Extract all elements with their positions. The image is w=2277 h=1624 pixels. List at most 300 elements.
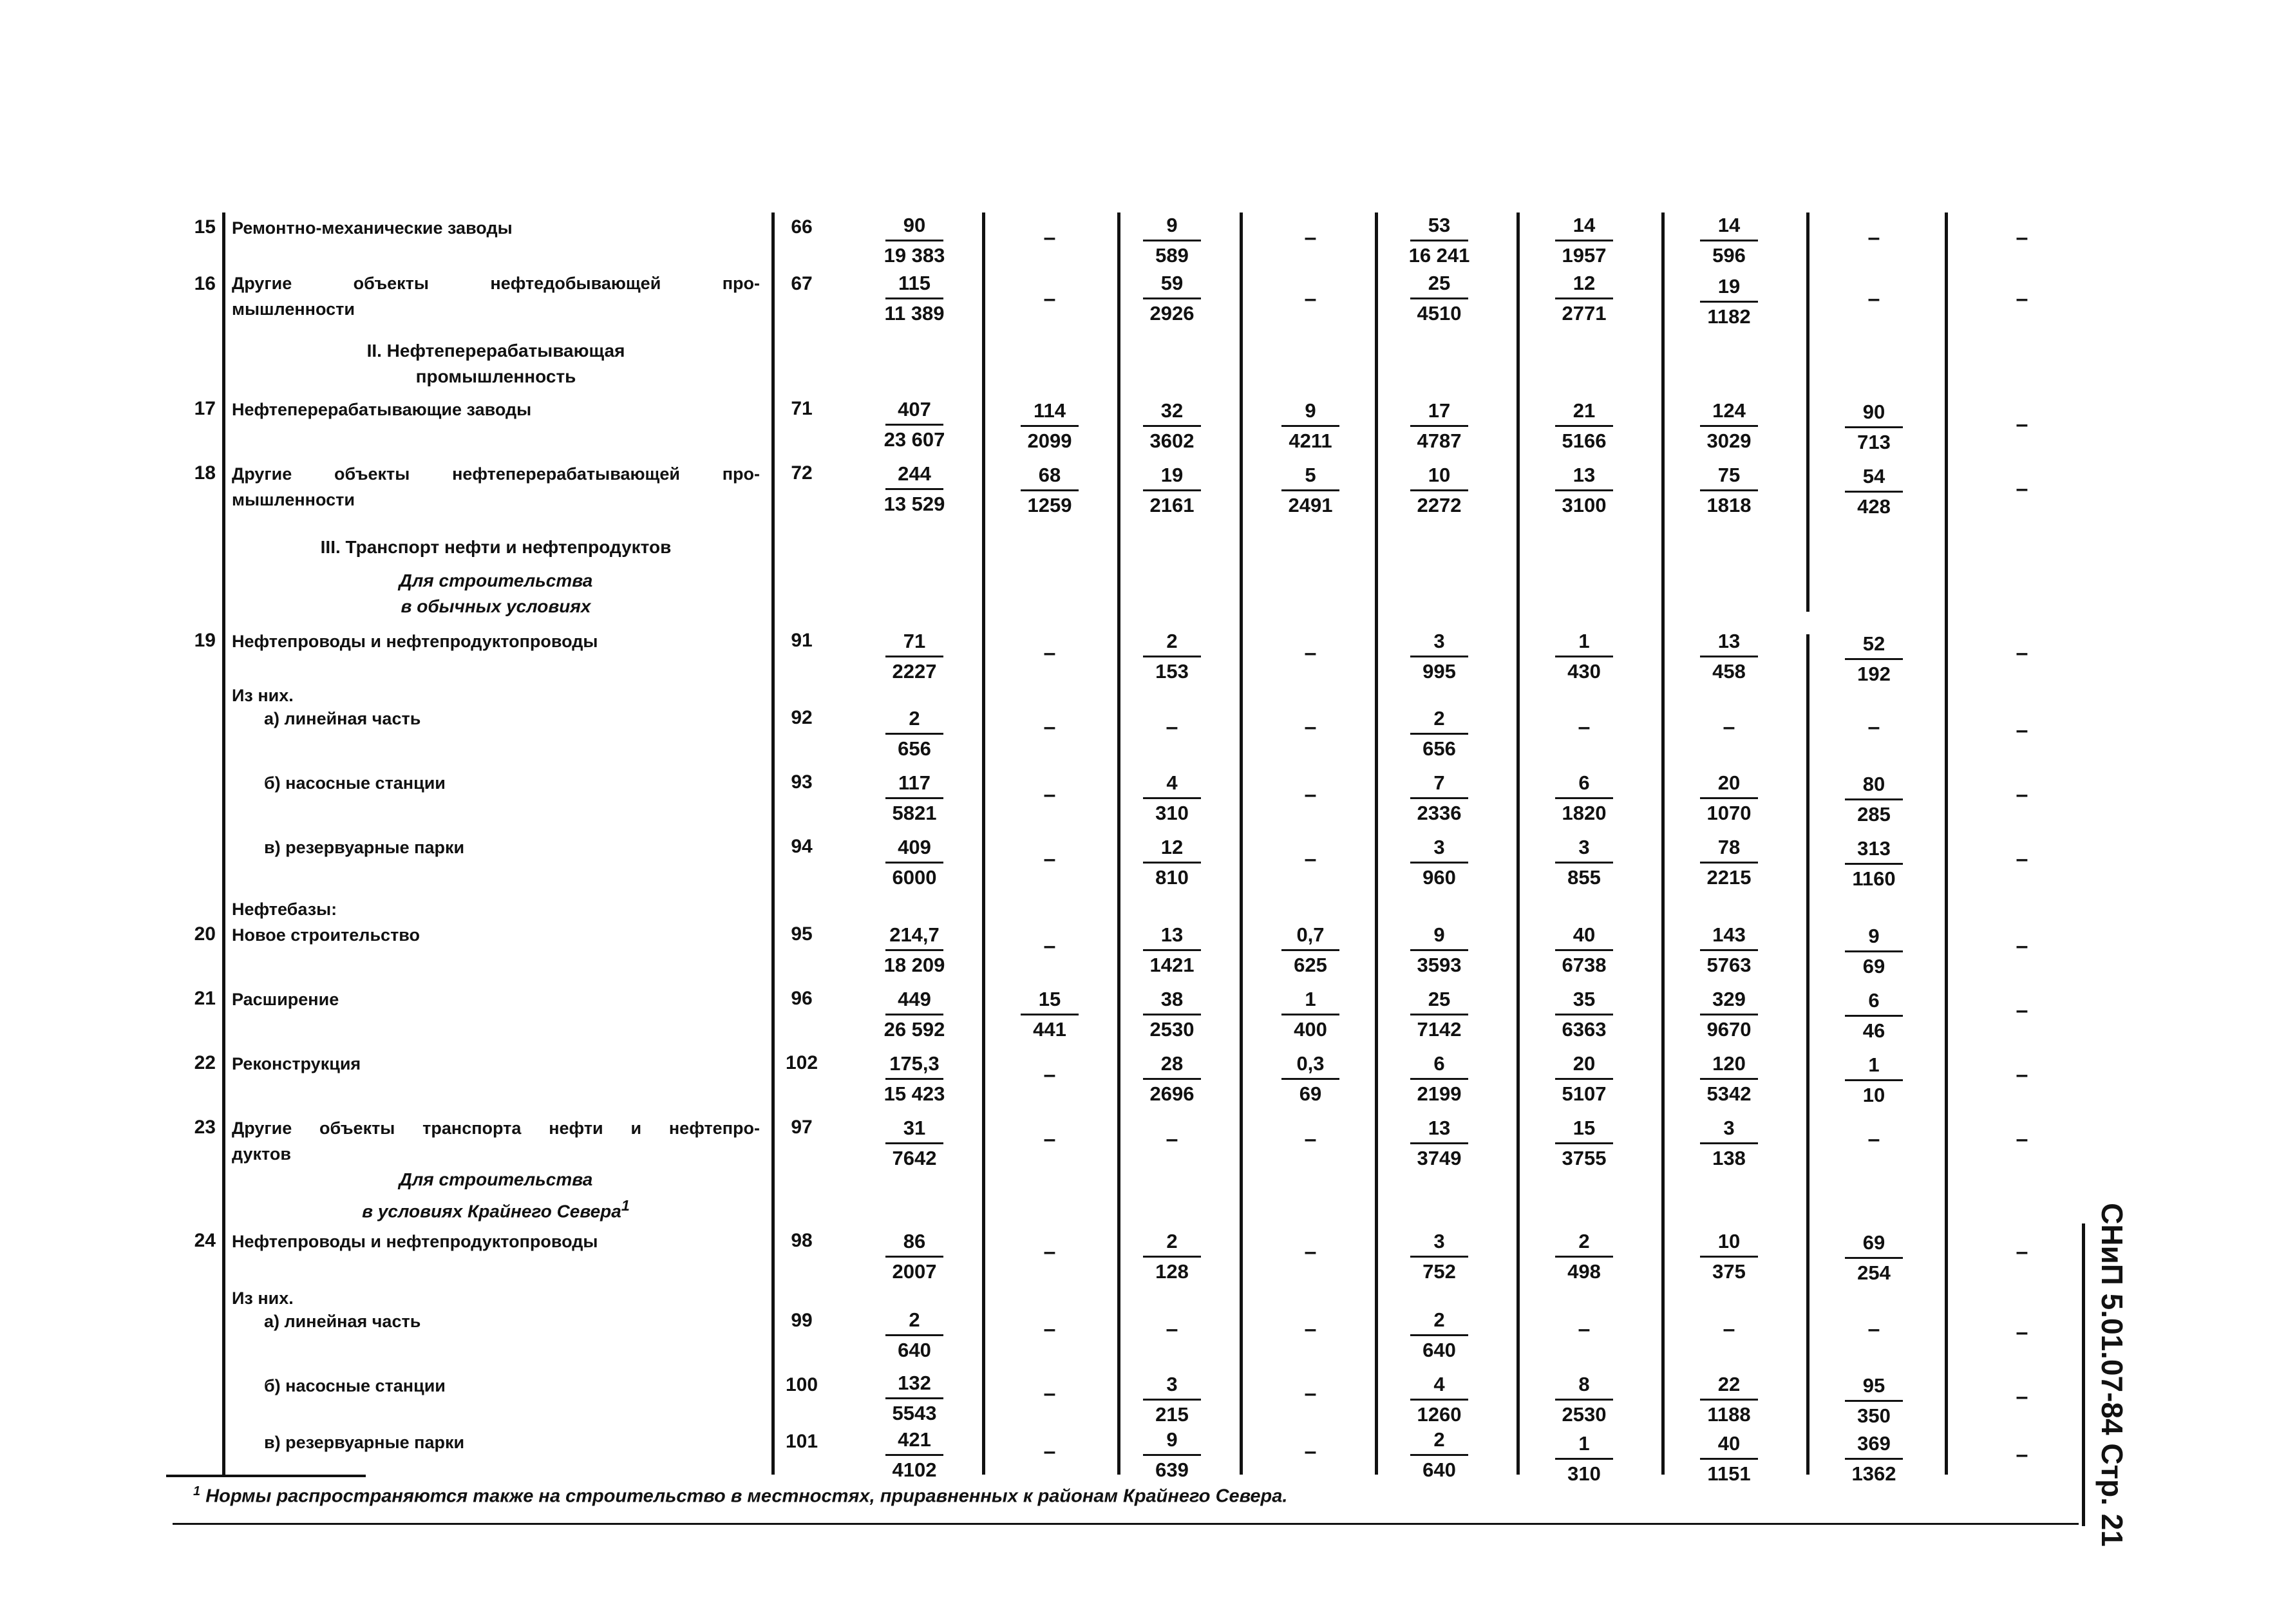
cell-bottom: 1421 bbox=[1149, 954, 1195, 976]
section-heading bbox=[232, 534, 760, 560]
cell-top: 14 bbox=[1573, 214, 1596, 236]
cell-top: 14 bbox=[1717, 214, 1741, 236]
cell-top: 59 bbox=[1160, 272, 1184, 294]
fraction-cell bbox=[1536, 835, 1632, 891]
fraction-cell bbox=[1681, 628, 1777, 685]
cell-top: 15 bbox=[1573, 1117, 1596, 1139]
cell-bottom: 1820 bbox=[1562, 802, 1607, 824]
cell-bottom: 4211 bbox=[1289, 430, 1332, 452]
fraction-cell bbox=[1124, 398, 1220, 454]
cell-top: 10 bbox=[1428, 464, 1451, 486]
fraction-bar bbox=[1845, 1015, 1903, 1017]
fraction-bar bbox=[1410, 862, 1468, 864]
cell-top: 2 bbox=[1578, 1230, 1590, 1252]
fraction-bar bbox=[1555, 1142, 1613, 1144]
dash-cell: – bbox=[1166, 1127, 1178, 1151]
row-code: 101 bbox=[785, 1431, 818, 1452]
cell-top: 69 bbox=[1862, 1231, 1885, 1254]
dash-cell: – bbox=[1043, 1062, 1056, 1087]
dash-cell: – bbox=[1043, 847, 1056, 871]
fraction-bar bbox=[1143, 297, 1201, 299]
fraction-bar bbox=[1555, 656, 1613, 657]
row-name bbox=[232, 270, 760, 322]
cell-bottom: 3593 bbox=[1417, 954, 1462, 976]
cell-top: 329 bbox=[1712, 988, 1746, 1010]
fraction-cell bbox=[866, 1427, 963, 1483]
dash-cell: – bbox=[2016, 998, 2028, 1023]
cell-top: 313 bbox=[1857, 837, 1891, 860]
cell-top: 40 bbox=[1717, 1432, 1741, 1455]
row-number: 22 bbox=[194, 1052, 216, 1073]
dash-cell: – bbox=[1867, 287, 1880, 311]
cell-bottom: 428 bbox=[1857, 495, 1891, 518]
cell-bottom: 2161 bbox=[1149, 494, 1195, 516]
row-name-line1: Другие объекты нефтедобывающей про- bbox=[232, 274, 760, 293]
cell-bottom: 18 209 bbox=[883, 954, 945, 976]
subsection-line2: в условиях Крайнего Севера bbox=[362, 1201, 621, 1222]
cell-bottom: 2336 bbox=[1417, 802, 1462, 824]
fraction-bar bbox=[1700, 1014, 1758, 1015]
fraction-cell bbox=[1826, 836, 1922, 892]
row-name: Новое строительство bbox=[232, 925, 420, 945]
cell-bottom: 640 bbox=[1422, 1459, 1456, 1481]
row-name-line2: мышленности bbox=[232, 299, 355, 319]
fraction-cell bbox=[1826, 399, 1922, 455]
fraction-bar bbox=[1845, 1257, 1903, 1259]
cell-bottom: 855 bbox=[1567, 866, 1601, 889]
fraction-cell bbox=[1391, 270, 1488, 326]
cell-top: 71 bbox=[903, 630, 926, 652]
side-rule bbox=[2082, 1223, 2085, 1526]
cell-bottom: 13 529 bbox=[883, 493, 945, 515]
row-code: 92 bbox=[791, 707, 813, 728]
side-header bbox=[2090, 1203, 2135, 1547]
cell-top: 53 bbox=[1428, 214, 1451, 236]
cell-top: 120 bbox=[1712, 1052, 1746, 1075]
cell-top: 3 bbox=[1433, 1230, 1445, 1252]
cell-bottom: 285 bbox=[1857, 803, 1891, 826]
dash-cell: – bbox=[1043, 287, 1056, 311]
cell-bottom: 596 bbox=[1712, 244, 1746, 267]
fraction-cell bbox=[1391, 922, 1488, 978]
fraction-cell bbox=[1124, 270, 1220, 326]
cell-bottom: 2272 bbox=[1417, 494, 1462, 516]
fraction-bar bbox=[1143, 489, 1201, 491]
cell-top: 1 bbox=[1868, 1053, 1880, 1076]
dash-cell: – bbox=[2016, 287, 2028, 311]
fraction-cell bbox=[866, 628, 963, 685]
fraction-bar bbox=[1143, 949, 1201, 951]
fraction-bar bbox=[1410, 1454, 1468, 1456]
dash-cell: – bbox=[2016, 1240, 2028, 1264]
row-number: 24 bbox=[194, 1230, 216, 1251]
fraction-cell bbox=[1536, 628, 1632, 685]
cell-bottom: 10 bbox=[1862, 1084, 1885, 1106]
cell-bottom: 6363 bbox=[1562, 1018, 1607, 1041]
cell-bottom: 19 383 bbox=[883, 244, 945, 267]
row-name: Нефтеперерабатывающие заводы bbox=[232, 400, 532, 419]
cell-bottom: 3749 bbox=[1417, 1147, 1462, 1169]
fraction-bar bbox=[1143, 1014, 1201, 1015]
fraction-cell bbox=[1826, 771, 1922, 827]
fraction-bar bbox=[1555, 862, 1613, 864]
dash-cell: – bbox=[1578, 1317, 1591, 1341]
group-label: Нефтебазы: bbox=[232, 900, 337, 919]
fraction-bar bbox=[1555, 1078, 1613, 1080]
cell-top: 15 bbox=[1038, 988, 1061, 1010]
cell-top: 0,7 bbox=[1296, 923, 1325, 946]
fraction-cell bbox=[1124, 770, 1220, 826]
fraction-cell bbox=[1536, 987, 1632, 1043]
fraction-cell bbox=[1124, 922, 1220, 978]
cell-top: 40 bbox=[1573, 923, 1596, 946]
dash-cell: – bbox=[2016, 782, 2028, 807]
fraction-bar bbox=[885, 797, 943, 799]
fraction-cell bbox=[1124, 628, 1220, 685]
fraction-bar bbox=[1700, 1078, 1758, 1080]
cell-bottom: 430 bbox=[1567, 660, 1601, 683]
cell-top: 1 bbox=[1578, 1432, 1590, 1455]
row-name: а) линейная часть bbox=[264, 709, 421, 728]
fraction-cell bbox=[866, 1370, 963, 1426]
dash-cell: – bbox=[1043, 1317, 1056, 1341]
subsection-line1: Для строительства bbox=[399, 571, 593, 590]
cell-top: 449 bbox=[898, 988, 931, 1010]
row-name-line2: дуктов bbox=[232, 1144, 291, 1164]
row-code: 97 bbox=[791, 1117, 813, 1138]
fraction-bar bbox=[1410, 425, 1468, 427]
row-code: 72 bbox=[791, 462, 813, 484]
cell-bottom: 46 bbox=[1862, 1019, 1885, 1042]
cell-bottom: 3755 bbox=[1562, 1147, 1607, 1169]
cell-bottom: 2199 bbox=[1417, 1082, 1462, 1105]
cell-bottom: 26 592 bbox=[883, 1018, 945, 1041]
cell-bottom: 7142 bbox=[1417, 1018, 1462, 1041]
cell-top: 38 bbox=[1160, 988, 1184, 1010]
fraction-cell bbox=[1391, 1372, 1488, 1428]
fraction-cell bbox=[1124, 462, 1220, 518]
side-header-text: СНиП 5.01.07-84 Стр. 21 bbox=[2095, 1203, 2129, 1547]
cell-top: 75 bbox=[1717, 464, 1741, 486]
fraction-cell bbox=[1391, 1051, 1488, 1107]
dash-cell: – bbox=[2016, 1320, 2028, 1345]
fraction-cell bbox=[1681, 398, 1777, 454]
cell-top: 22 bbox=[1717, 1373, 1741, 1395]
fraction-cell bbox=[1681, 1229, 1777, 1285]
fraction-bar bbox=[1555, 425, 1613, 427]
fraction-bar bbox=[1700, 301, 1758, 303]
fraction-cell bbox=[1391, 462, 1488, 518]
fraction-bar bbox=[1410, 733, 1468, 735]
cell-bottom: 128 bbox=[1155, 1260, 1189, 1283]
fraction-cell bbox=[1262, 987, 1359, 1043]
fraction-cell bbox=[1536, 1051, 1632, 1107]
fraction-cell bbox=[866, 1307, 963, 1363]
cell-bottom: 810 bbox=[1155, 866, 1189, 889]
fraction-bar bbox=[885, 1397, 943, 1399]
row-number: 16 bbox=[194, 273, 216, 294]
fraction-cell bbox=[1536, 1372, 1632, 1428]
fraction-cell bbox=[1536, 270, 1632, 326]
fraction-bar bbox=[1410, 297, 1468, 299]
row-name: Нефтепроводы и нефтепродуктопроводы bbox=[232, 632, 598, 651]
row-code: 96 bbox=[791, 988, 813, 1009]
cell-bottom: 5543 bbox=[892, 1402, 937, 1424]
cell-top: 0,3 bbox=[1296, 1052, 1325, 1075]
dash-cell: – bbox=[1166, 715, 1178, 739]
fraction-bar bbox=[1410, 656, 1468, 657]
row-number: 23 bbox=[194, 1117, 216, 1138]
fraction-cell bbox=[866, 987, 963, 1043]
cell-top: 9 bbox=[1166, 1428, 1178, 1451]
cell-bottom: 7642 bbox=[892, 1147, 937, 1169]
row-number: 19 bbox=[194, 630, 216, 651]
fraction-cell bbox=[1536, 212, 1632, 269]
fraction-bar bbox=[885, 297, 943, 299]
dash-cell: – bbox=[1867, 1127, 1880, 1151]
fraction-bar bbox=[1845, 491, 1903, 493]
dash-cell: – bbox=[1304, 287, 1317, 311]
bottom-rule bbox=[173, 1523, 2079, 1525]
cell-top: 25 bbox=[1428, 272, 1451, 294]
cell-bottom: 4510 bbox=[1417, 302, 1462, 325]
row-number: 17 bbox=[194, 398, 216, 419]
fraction-bar bbox=[1281, 1014, 1339, 1015]
fraction-bar bbox=[1555, 489, 1613, 491]
cell-bottom: 640 bbox=[1422, 1339, 1456, 1361]
cell-bottom: 640 bbox=[898, 1339, 931, 1361]
subsection-line1: Для строительства bbox=[399, 1169, 593, 1189]
fraction-cell bbox=[1262, 462, 1359, 518]
cell-bottom: 441 bbox=[1033, 1018, 1066, 1041]
cell-bottom: 2696 bbox=[1149, 1082, 1195, 1105]
cell-bottom: 995 bbox=[1422, 660, 1456, 683]
cell-top: 9 bbox=[1166, 214, 1178, 236]
cell-top: 13 bbox=[1717, 630, 1741, 652]
row-name-line1: Другие объекты нефтеперерабатывающей про- bbox=[232, 464, 760, 484]
cell-top: 54 bbox=[1862, 465, 1885, 487]
table-vline-col7-upper bbox=[1806, 212, 1809, 612]
cell-bottom: 23 607 bbox=[883, 428, 945, 451]
dash-cell: – bbox=[1043, 1240, 1056, 1264]
fraction-cell bbox=[1001, 462, 1098, 518]
dash-cell: – bbox=[1578, 715, 1591, 739]
row-name-line2: мышленности bbox=[232, 490, 355, 509]
cell-bottom: 6000 bbox=[892, 866, 937, 889]
fraction-cell bbox=[1391, 835, 1488, 891]
cell-bottom: 350 bbox=[1857, 1404, 1891, 1427]
cell-top: 9 bbox=[1305, 399, 1316, 422]
dash-cell: – bbox=[1166, 1317, 1178, 1341]
fraction-bar bbox=[1143, 1256, 1201, 1258]
cell-bottom: 639 bbox=[1155, 1459, 1189, 1481]
row-name: в) резервуарные парки bbox=[264, 838, 465, 857]
dash-cell: – bbox=[1043, 934, 1056, 958]
fraction-bar bbox=[1410, 1142, 1468, 1144]
fraction-bar bbox=[1700, 1399, 1758, 1401]
fraction-cell bbox=[866, 270, 963, 326]
cell-top: 12 bbox=[1160, 836, 1184, 858]
fraction-bar bbox=[1845, 1079, 1903, 1081]
cell-top: 12 bbox=[1573, 272, 1596, 294]
row-code: 99 bbox=[791, 1310, 813, 1331]
fraction-cell bbox=[1536, 1115, 1632, 1171]
fraction-bar bbox=[1555, 1399, 1613, 1401]
row-name: Ремонтно-механические заводы bbox=[232, 218, 513, 238]
cell-top: 409 bbox=[898, 836, 931, 858]
group-label: Из них. bbox=[232, 686, 294, 705]
cell-top: 19 bbox=[1160, 464, 1184, 486]
cell-bottom: 1182 bbox=[1707, 305, 1751, 328]
cell-top: 2 bbox=[1433, 1428, 1445, 1451]
fraction-cell bbox=[866, 461, 963, 517]
fraction-cell bbox=[866, 1051, 963, 1107]
row-name: в) резервуарные парки bbox=[264, 1433, 465, 1452]
fraction-bar bbox=[1555, 1458, 1613, 1460]
cell-bottom: 1362 bbox=[1851, 1462, 1896, 1485]
fraction-cell bbox=[1262, 922, 1359, 978]
fraction-cell bbox=[866, 835, 963, 891]
cell-top: 86 bbox=[903, 1230, 926, 1252]
cell-top: 115 bbox=[898, 272, 931, 294]
cell-top: 407 bbox=[898, 398, 931, 420]
cell-bottom: 498 bbox=[1567, 1260, 1601, 1283]
cell-bottom: 1260 bbox=[1417, 1403, 1462, 1426]
dash-cell: – bbox=[1304, 782, 1317, 807]
row-name bbox=[232, 461, 760, 513]
row-name: б) насосные станции bbox=[264, 1376, 446, 1395]
fraction-bar bbox=[885, 733, 943, 735]
row-number: 15 bbox=[194, 216, 216, 238]
cell-top: 3 bbox=[1433, 630, 1445, 652]
row-name bbox=[232, 1115, 760, 1167]
dash-cell: – bbox=[1304, 1381, 1317, 1406]
fraction-bar bbox=[1555, 1256, 1613, 1258]
fraction-cell bbox=[866, 1229, 963, 1285]
row-name-line1: Другие объекты транспорта нефти и нефтепро- bbox=[232, 1119, 760, 1138]
footnote-text: Нормы распространяются также на строительство в местностях, приравненных к районам Крайнего Севера. bbox=[205, 1486, 1288, 1507]
cell-top: 2 bbox=[909, 707, 920, 730]
fraction-cell bbox=[1681, 770, 1777, 826]
cell-bottom: 69 bbox=[1299, 1082, 1322, 1105]
fraction-bar bbox=[885, 1334, 943, 1336]
subsection-heading bbox=[232, 1167, 760, 1224]
cell-bottom: 458 bbox=[1712, 660, 1746, 683]
fraction-bar bbox=[885, 1256, 943, 1258]
cell-bottom: 2771 bbox=[1562, 302, 1607, 325]
row-number: 21 bbox=[194, 988, 216, 1009]
table-vline-col5 bbox=[1516, 212, 1520, 1475]
dash-cell: – bbox=[1304, 715, 1317, 739]
dash-cell: – bbox=[1043, 1439, 1056, 1464]
dash-cell: – bbox=[1723, 715, 1735, 739]
footnote-rule bbox=[166, 1475, 366, 1477]
fraction-bar bbox=[1143, 656, 1201, 657]
fraction-cell bbox=[1826, 923, 1922, 979]
fraction-cell bbox=[1536, 462, 1632, 518]
cell-top: 21 bbox=[1573, 399, 1596, 422]
fraction-cell bbox=[1536, 1431, 1632, 1487]
fraction-cell bbox=[1391, 987, 1488, 1043]
row-code: 71 bbox=[791, 398, 813, 419]
fraction-cell bbox=[1681, 922, 1777, 978]
fraction-bar bbox=[1700, 489, 1758, 491]
cell-bottom: 5763 bbox=[1706, 954, 1752, 976]
fraction-cell bbox=[1681, 1051, 1777, 1107]
fraction-cell bbox=[1124, 212, 1220, 269]
fraction-bar bbox=[1143, 797, 1201, 799]
dash-cell: – bbox=[2016, 477, 2028, 501]
cell-bottom: 1160 bbox=[1852, 867, 1896, 890]
fraction-bar bbox=[1410, 797, 1468, 799]
dash-cell: – bbox=[1043, 225, 1056, 250]
fraction-cell bbox=[1536, 1229, 1632, 1285]
table-vline-col1 bbox=[982, 212, 985, 1475]
fraction-cell bbox=[1826, 1052, 1922, 1108]
cell-top: 4 bbox=[1166, 771, 1178, 794]
fraction-cell bbox=[1826, 1373, 1922, 1429]
fraction-bar bbox=[1700, 797, 1758, 799]
fraction-bar bbox=[1845, 658, 1903, 660]
dash-cell: – bbox=[2016, 1442, 2028, 1467]
fraction-bar bbox=[1845, 426, 1903, 428]
fraction-bar bbox=[1700, 1256, 1758, 1258]
table-vline-left bbox=[222, 212, 225, 1475]
cell-bottom: 1070 bbox=[1706, 802, 1752, 824]
fraction-cell bbox=[1536, 770, 1632, 826]
fraction-cell bbox=[1681, 462, 1777, 518]
dash-cell: – bbox=[1304, 1317, 1317, 1341]
fraction-bar bbox=[885, 1454, 943, 1456]
cell-top: 369 bbox=[1857, 1432, 1891, 1455]
fraction-bar bbox=[885, 488, 943, 490]
cell-top: 9 bbox=[1868, 925, 1880, 947]
fraction-bar bbox=[1555, 1014, 1613, 1015]
fraction-cell bbox=[1826, 988, 1922, 1044]
dash-cell: – bbox=[2016, 1062, 2028, 1087]
cell-bottom: 656 bbox=[898, 737, 931, 760]
cell-top: 9 bbox=[1433, 923, 1445, 946]
footnote-mark: 1 bbox=[621, 1197, 630, 1214]
cell-bottom: 4102 bbox=[892, 1459, 937, 1481]
cell-bottom: 2926 bbox=[1149, 302, 1195, 325]
cell-top: 80 bbox=[1862, 773, 1885, 795]
dash-cell: – bbox=[1867, 1317, 1880, 1341]
dash-cell: – bbox=[1043, 715, 1056, 739]
fraction-bar bbox=[1410, 489, 1468, 491]
cell-bottom: 310 bbox=[1567, 1462, 1601, 1485]
cell-top: 8 bbox=[1578, 1373, 1590, 1395]
cell-bottom: 752 bbox=[1422, 1260, 1456, 1283]
fraction-bar bbox=[1700, 425, 1758, 427]
fraction-bar bbox=[1845, 1400, 1903, 1402]
row-name: б) насосные станции bbox=[264, 773, 446, 793]
cell-top: 35 bbox=[1573, 988, 1596, 1010]
dash-cell: – bbox=[2016, 847, 2028, 871]
footnote-mark: 1 bbox=[193, 1484, 201, 1498]
fraction-cell bbox=[1001, 398, 1098, 454]
row-code: 93 bbox=[791, 771, 813, 793]
fraction-bar bbox=[1700, 862, 1758, 864]
table-vline-col8 bbox=[1945, 212, 1948, 1475]
section-heading-line1: II. Нефтеперерабатывающая bbox=[366, 341, 625, 361]
fraction-bar bbox=[1410, 949, 1468, 951]
cell-top: 20 bbox=[1717, 771, 1741, 794]
subsection-heading bbox=[232, 568, 760, 619]
row-name: а) линейная часть bbox=[264, 1312, 421, 1331]
footnote bbox=[193, 1484, 1287, 1507]
cell-bottom: 69 bbox=[1862, 955, 1885, 977]
